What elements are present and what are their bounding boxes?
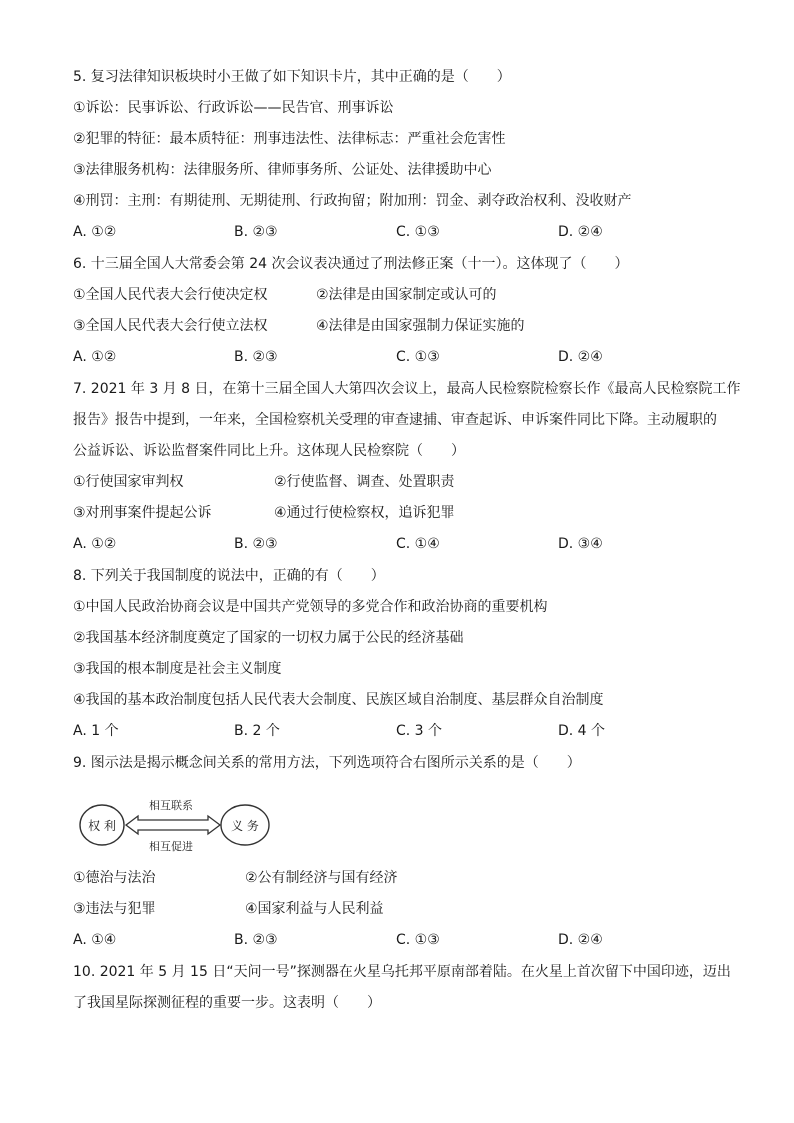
q9-option-a: A. ①④ <box>73 932 117 948</box>
q5-option-a: A. ①② <box>73 224 117 240</box>
q7-stem-line-1: 7. 2021 年 3 月 8 日，在第十三届全国人大第四次会议上，最高人民检察院检察长作《最高人民检察院工作 <box>73 381 741 397</box>
q5-statement-3: ③法律服务机构：法律服务所、律师事务所、公证处、法律援助中心 <box>73 162 492 178</box>
q6-statement-3: ③全国人民代表大会行使立法权 <box>73 318 268 334</box>
q9-statement-1: ①德治与法治 <box>73 870 156 886</box>
q6-option-b: B. ②③ <box>234 349 278 365</box>
q9-statement-3: ③违法与犯罪 <box>73 901 156 917</box>
q5-option-b: B. ②③ <box>234 224 278 240</box>
q7-statement-3: ③对刑事案件提起公诉 <box>73 505 212 521</box>
top-arrow-label: 相互联系 <box>149 799 193 812</box>
q6-statement-4: ④法律是由国家强制力保证实施的 <box>316 318 525 334</box>
q6-option-a: A. ①② <box>73 349 117 365</box>
q7-statement-2: ②行使监督、调查、处置职责 <box>274 474 455 490</box>
q8-statement-4: ④我国的基本政治制度包括人民代表大会制度、民族区域自治制度、基层群众自治制度 <box>73 692 604 708</box>
q8-option-b: B. 2 个 <box>234 723 280 739</box>
q5-statement-4: ④刑罚：主刑：有期徒刑、无期徒刑、行政拘留；附加刑：罚金、剥夺政治权利、没收财产 <box>73 193 632 209</box>
q9-option-d: D. ②④ <box>558 932 603 948</box>
q10-stem-line-1: 10. 2021 年 5 月 15 日“天问一号”探测器在火星乌托邦平原南部着陆。在火星上首次留下中国印迹，迈出 <box>73 964 731 980</box>
bottom-arrow-label: 相互促进 <box>149 840 193 853</box>
rights-duties-diagram <box>78 794 272 856</box>
q6-option-d: D. ②④ <box>558 349 603 365</box>
q7-statement-4: ④通过行使检察权，追诉犯罪 <box>274 505 455 521</box>
duties-label: 义 务 <box>231 819 259 833</box>
q7-option-a: A. ①② <box>73 536 117 552</box>
q6-statement-1: ①全国人民代表大会行使决定权 <box>73 287 268 303</box>
q7-stem-line-2: 报告》报告中提到，一年来，全国检察机关受理的审查逮捕、审查起诉、申诉案件同比下降。主动履职的 <box>73 412 717 428</box>
q7-option-b: B. ②③ <box>234 536 278 552</box>
q8-statement-1: ①中国人民政治协商会议是中国共产党领导的多党合作和政治协商的重要机构 <box>73 599 548 615</box>
q10-stem-line-2: 了我国星际探测征程的重要一步。这表明（ ） <box>73 995 381 1011</box>
q5-statement-1: ①诉讼：民事诉讼、行政诉讼——民告官、刑事诉讼 <box>73 100 394 116</box>
q8-option-c: C. 3 个 <box>396 723 443 739</box>
q9-stem: 9. 图示法是揭示概念间关系的常用方法，下列选项符合右图所示关系的是（ ） <box>73 755 581 771</box>
q6-option-c: C. ①③ <box>396 349 440 365</box>
q5-option-c: C. ①③ <box>396 224 440 240</box>
q6-statement-2: ②法律是由国家制定或认可的 <box>316 287 497 303</box>
q8-stem: 8. 下列关于我国制度的说法中，正确的有（ ） <box>73 568 385 584</box>
q7-option-c: C. ①④ <box>396 536 440 552</box>
q5-option-d: D. ②④ <box>558 224 603 240</box>
q8-option-d: D. 4 个 <box>558 723 606 739</box>
q8-statement-3: ③我国的根本制度是社会主义制度 <box>73 661 282 677</box>
q9-option-b: B. ②③ <box>234 932 278 948</box>
q9-statement-4: ④国家利益与人民利益 <box>245 901 384 917</box>
q8-option-a: A. 1 个 <box>73 723 119 739</box>
q9-statement-2: ②公有制经济与国有经济 <box>245 870 398 886</box>
rights-label: 权 利 <box>88 819 116 833</box>
q7-option-d: D. ③④ <box>558 536 603 552</box>
q9-option-c: C. ①③ <box>396 932 440 948</box>
q7-stem-line-3: 公益诉讼、诉讼监督案件同比上升。这体现人民检察院（ ） <box>73 443 465 459</box>
q8-statement-2: ②我国基本经济制度奠定了国家的一切权力属于公民的经济基础 <box>73 630 464 646</box>
double-arrow-icon <box>126 816 220 834</box>
q5-statement-2: ②犯罪的特征：最本质特征：刑事违法性、法律标志：严重社会危害性 <box>73 131 506 147</box>
q7-statement-1: ①行使国家审判权 <box>73 474 184 490</box>
q6-stem: 6. 十三届全国人大常委会第 24 次会议表决通过了刑法修正案（十一）。这体现了（ ） <box>73 256 629 272</box>
q5-stem: 5. 复习法律知识板块时小王做了如下知识卡片，其中正确的是（ ） <box>73 69 511 85</box>
